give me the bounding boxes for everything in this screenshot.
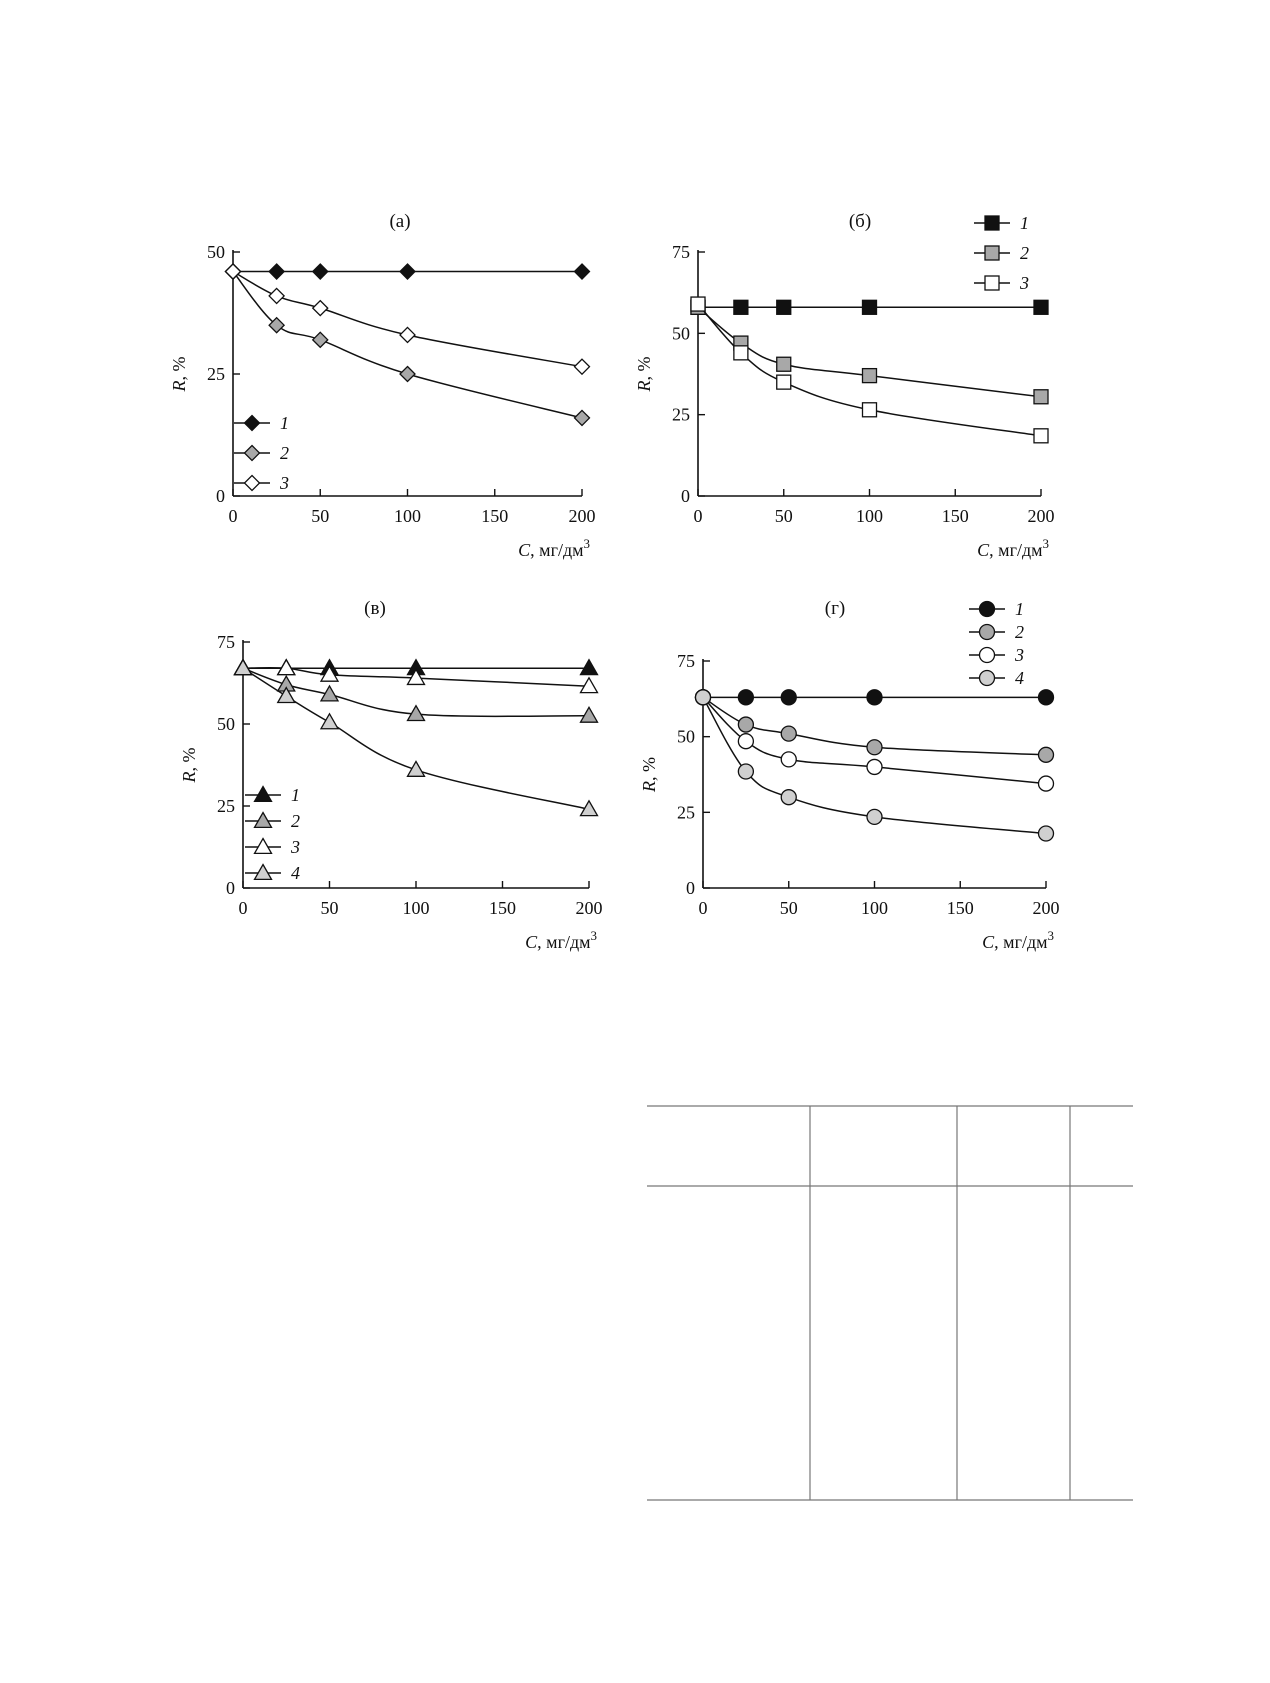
data-point bbox=[575, 264, 590, 279]
x-tick-label: 200 bbox=[1032, 898, 1060, 918]
x-axis-label-unit: , мг/дм bbox=[989, 540, 1043, 560]
legend-marker bbox=[245, 446, 260, 461]
y-tick-label: 0 bbox=[226, 878, 235, 898]
legend-marker bbox=[255, 839, 272, 854]
y-tick-label: 50 bbox=[207, 242, 225, 262]
legend-marker bbox=[985, 246, 999, 260]
x-axis-label-symbol: C bbox=[977, 540, 990, 560]
data-point bbox=[581, 660, 598, 675]
chart-panel bbox=[179, 598, 603, 952]
x-tick-label: 50 bbox=[311, 506, 330, 526]
x-tick-label: 150 bbox=[489, 898, 516, 918]
data-point bbox=[321, 714, 338, 729]
legend-marker bbox=[255, 813, 272, 828]
x-axis-label bbox=[982, 928, 1054, 952]
y-axis-label-symbol: R bbox=[169, 380, 189, 392]
legend-label: 4 bbox=[291, 863, 300, 883]
data-point bbox=[575, 359, 590, 374]
legend-marker bbox=[245, 416, 260, 431]
data-point bbox=[781, 726, 796, 741]
series-1 bbox=[226, 264, 590, 279]
data-point bbox=[734, 300, 748, 314]
chart-panel bbox=[634, 211, 1055, 560]
x-axis-label-symbol: C bbox=[982, 932, 995, 952]
data-point bbox=[400, 367, 415, 382]
x-axis-label-unit: , мг/дм bbox=[530, 540, 584, 560]
y-axis-label bbox=[169, 357, 189, 393]
x-axis-label-superscript: 3 bbox=[590, 928, 597, 943]
y-tick-label: 50 bbox=[217, 714, 235, 734]
legend-label: 1 bbox=[280, 413, 289, 433]
data-point bbox=[226, 264, 241, 279]
x-axis-label-superscript: 3 bbox=[1042, 536, 1049, 551]
series-line bbox=[698, 307, 1041, 396]
legend bbox=[245, 785, 300, 883]
data-point bbox=[738, 717, 753, 732]
y-tick-label: 25 bbox=[217, 796, 235, 816]
data-point bbox=[575, 410, 590, 425]
data-point bbox=[400, 264, 415, 279]
series-1 bbox=[696, 690, 1054, 705]
x-axis-label bbox=[977, 536, 1049, 560]
x-tick-label: 150 bbox=[946, 898, 974, 918]
x-tick-label: 100 bbox=[394, 506, 421, 526]
legend-marker bbox=[245, 476, 260, 491]
data-point bbox=[1039, 776, 1054, 791]
legend-label: 3 bbox=[280, 473, 289, 493]
data-point bbox=[235, 660, 252, 675]
x-axis-label-symbol: C bbox=[518, 540, 531, 560]
x-tick-label: 0 bbox=[698, 898, 708, 918]
x-tick-label: 150 bbox=[481, 506, 509, 526]
data-point bbox=[313, 264, 328, 279]
data-point bbox=[777, 357, 791, 371]
x-tick-label: 150 bbox=[941, 506, 969, 526]
series-line bbox=[233, 272, 582, 367]
x-tick-label: 50 bbox=[320, 898, 339, 918]
panel-label: (в) bbox=[364, 598, 386, 619]
data-point bbox=[581, 678, 598, 693]
data-point bbox=[863, 369, 877, 383]
data-point bbox=[1034, 300, 1048, 314]
legend bbox=[234, 413, 289, 493]
x-tick-label: 200 bbox=[568, 506, 596, 526]
x-axis-label-symbol: C bbox=[525, 932, 538, 952]
x-tick-label: 100 bbox=[856, 506, 883, 526]
chart-panel bbox=[639, 598, 1060, 952]
series-3 bbox=[226, 264, 590, 374]
data-point bbox=[1039, 690, 1054, 705]
data-point bbox=[867, 740, 882, 755]
legend-label: 2 bbox=[1020, 243, 1029, 263]
x-tick-label: 0 bbox=[238, 898, 248, 918]
y-tick-label: 0 bbox=[686, 878, 695, 898]
x-axis-label-superscript: 3 bbox=[1047, 928, 1054, 943]
legend-marker bbox=[980, 625, 995, 640]
y-axis-label bbox=[634, 357, 654, 393]
y-axis-label-symbol: R bbox=[634, 380, 654, 392]
x-axis-label-unit: , мг/дм bbox=[994, 932, 1048, 952]
y-tick-label: 75 bbox=[217, 632, 235, 652]
legend-label: 2 bbox=[291, 811, 300, 831]
data-point bbox=[777, 300, 791, 314]
data-point bbox=[696, 690, 711, 705]
y-axis-label-unit: , % bbox=[179, 747, 199, 772]
legend-label: 1 bbox=[1015, 599, 1024, 619]
legend-marker bbox=[985, 216, 999, 230]
y-tick-label: 25 bbox=[672, 404, 690, 425]
data-point bbox=[1034, 429, 1048, 443]
y-tick-label: 25 bbox=[207, 364, 225, 384]
legend bbox=[969, 599, 1024, 688]
legend-label: 1 bbox=[1020, 213, 1029, 233]
y-axis-label-unit: , % bbox=[639, 757, 659, 781]
data-point bbox=[867, 690, 882, 705]
data-point bbox=[313, 332, 328, 347]
legend-label: 2 bbox=[280, 443, 289, 463]
y-axis-label-symbol: R bbox=[179, 771, 199, 783]
y-tick-label: 0 bbox=[216, 486, 225, 506]
x-tick-label: 0 bbox=[693, 506, 703, 526]
legend-label: 4 bbox=[1015, 668, 1024, 688]
data-point bbox=[734, 346, 748, 360]
legend bbox=[974, 213, 1029, 293]
data-point bbox=[867, 809, 882, 824]
legend-label: 1 bbox=[291, 785, 300, 805]
data-point bbox=[863, 300, 877, 314]
data-point bbox=[781, 752, 796, 767]
data-point bbox=[867, 759, 882, 774]
y-tick-label: 75 bbox=[672, 242, 690, 262]
x-tick-label: 50 bbox=[779, 898, 798, 918]
y-tick-label: 0 bbox=[681, 486, 690, 506]
data-point bbox=[269, 264, 284, 279]
data-point bbox=[313, 301, 328, 316]
x-axis-label bbox=[518, 536, 590, 560]
data-point bbox=[738, 764, 753, 779]
y-tick-label: 50 bbox=[677, 726, 695, 747]
data-point bbox=[691, 297, 705, 311]
x-tick-label: 0 bbox=[228, 506, 238, 526]
x-tick-label: 100 bbox=[402, 898, 430, 918]
panel-label: (г) bbox=[824, 598, 846, 619]
legend-marker bbox=[980, 602, 995, 617]
x-axis-label-unit: , мг/дм bbox=[537, 932, 591, 952]
data-point bbox=[738, 690, 753, 705]
legend-marker bbox=[255, 787, 272, 802]
legend-marker bbox=[980, 671, 995, 686]
series-2 bbox=[226, 264, 590, 425]
y-tick-label: 50 bbox=[672, 323, 690, 344]
x-tick-label: 50 bbox=[774, 506, 793, 526]
x-tick-label: 100 bbox=[861, 898, 888, 918]
data-point bbox=[781, 690, 796, 705]
y-tick-label: 25 bbox=[677, 802, 695, 823]
y-axis-label-unit: , % bbox=[169, 356, 189, 381]
x-axis-label-superscript: 3 bbox=[583, 536, 590, 551]
panel-label: (а) bbox=[389, 211, 411, 232]
data-point bbox=[738, 734, 753, 749]
x-tick-label: 200 bbox=[1027, 506, 1055, 526]
legend-label: 3 bbox=[1020, 273, 1029, 293]
data-point bbox=[781, 790, 796, 805]
y-axis-label bbox=[639, 757, 659, 793]
x-axis-label bbox=[525, 928, 597, 952]
legend-marker bbox=[980, 648, 995, 663]
data-point bbox=[408, 761, 425, 776]
series-line bbox=[233, 272, 582, 418]
chart-panel bbox=[169, 211, 596, 560]
data-point bbox=[1039, 826, 1054, 841]
legend-label: 2 bbox=[1015, 622, 1024, 642]
data-point bbox=[269, 288, 284, 303]
x-tick-label: 200 bbox=[575, 898, 603, 918]
data-point bbox=[581, 707, 598, 722]
data-point bbox=[777, 375, 791, 389]
y-axis-label-symbol: R bbox=[639, 781, 659, 792]
data-point bbox=[1039, 747, 1054, 762]
panel-label: (б) bbox=[848, 211, 872, 232]
series-1 bbox=[691, 300, 1048, 314]
data-point bbox=[1034, 390, 1048, 404]
data-point bbox=[863, 403, 877, 417]
data-point bbox=[400, 327, 415, 342]
y-tick-label: 75 bbox=[677, 651, 695, 671]
legend-marker bbox=[985, 276, 999, 290]
legend-label: 3 bbox=[291, 837, 300, 857]
charts-group bbox=[169, 211, 1060, 952]
table-frame bbox=[647, 1106, 1133, 1500]
y-axis-label bbox=[179, 748, 199, 784]
legend-marker bbox=[255, 865, 272, 880]
y-axis-label-unit: , % bbox=[634, 356, 654, 381]
legend-label: 3 bbox=[1015, 645, 1024, 665]
